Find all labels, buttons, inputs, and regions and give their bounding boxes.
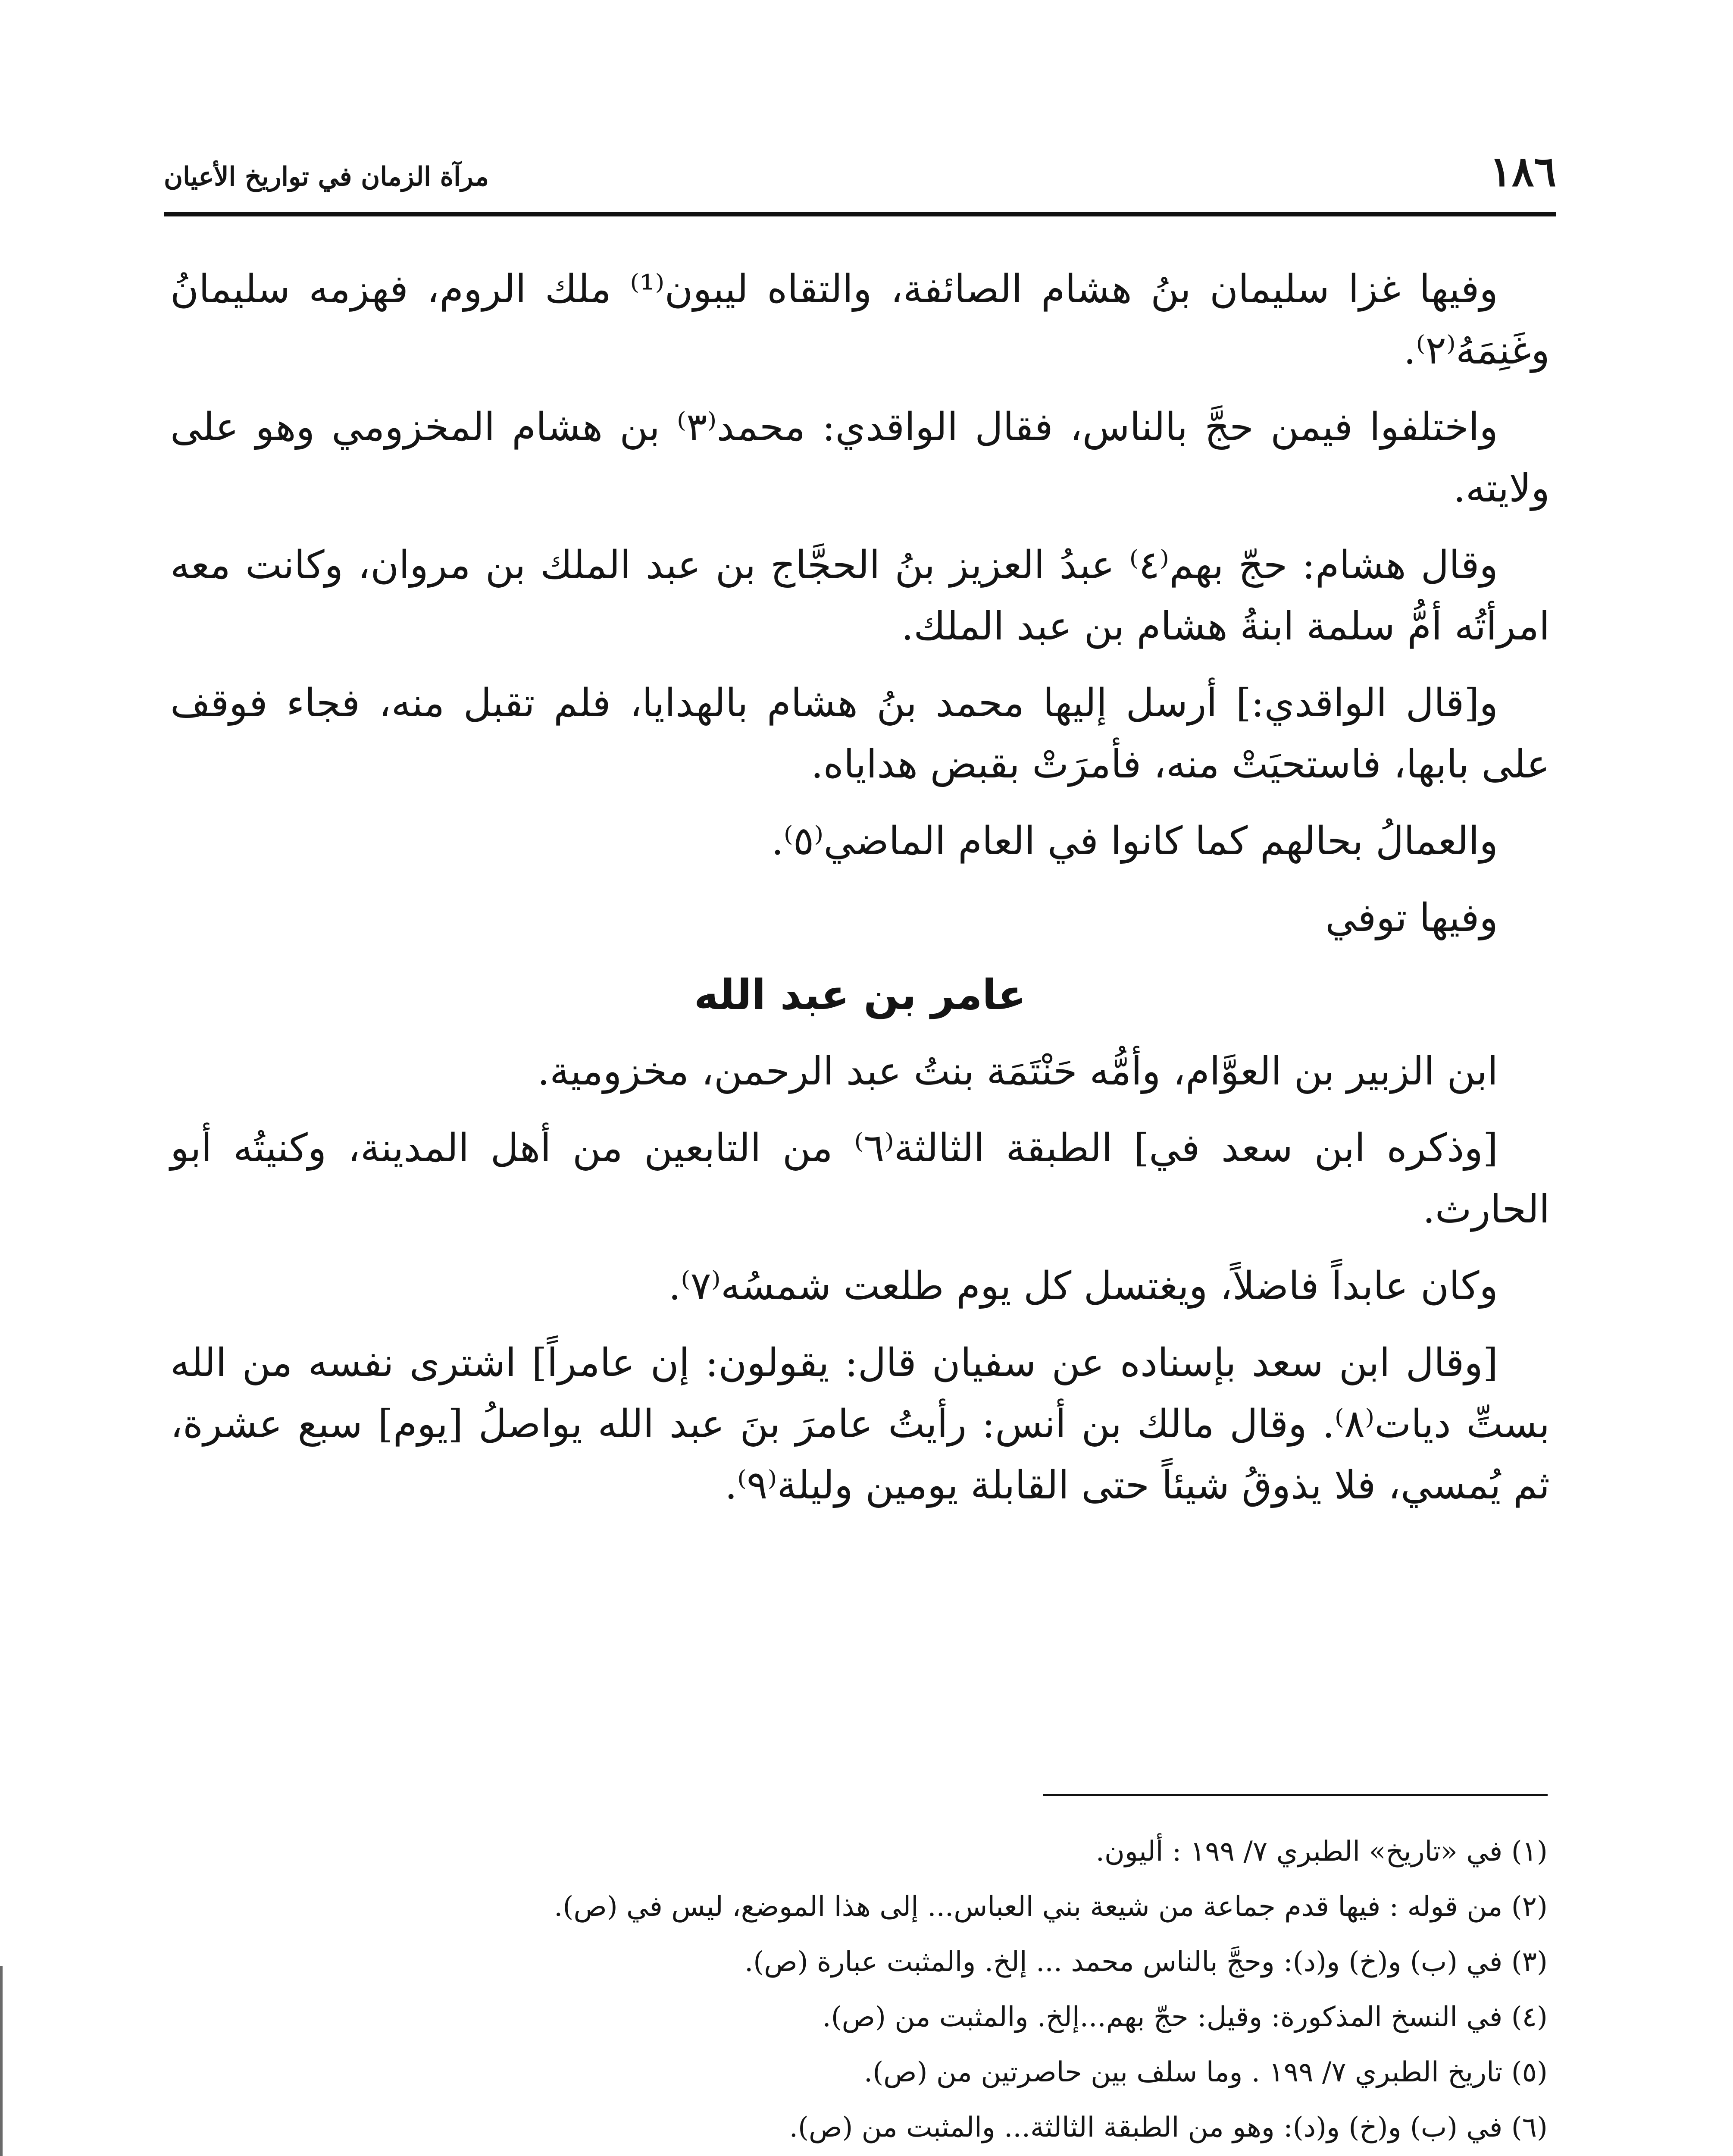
main-text xyxy=(170,259,1550,1528)
paragraph: [وذكره ابن سعد في] الطبقة الثالثة⁽٦⁾ من التابعين من أهل المدينة، وكنيتُه أبو الحارث. xyxy=(170,1125,1550,1232)
footnote: (٤) في النسخ المذكورة: وقيل: حجّ بهم...إلخ. والمثبت من (ص). xyxy=(822,2001,1548,2033)
paragraph: [وقال ابن سعد بإسناده عن سفيان قال: يقولون: إن عامراً] اشترى نفسه من الله بستِّ ديات⁽٨⁾. وقال مالك بن أنس: رأيتُ عامرَ بنَ عبد الله يواصلُ [يوم] سبع عشرة، ثم يُمسي، فلا يذوقُ شيئاً حتى القابلة يومين وليلة⁽٩⁾. xyxy=(170,1340,1550,1508)
footnote-rule xyxy=(1043,1794,1548,1796)
section-heading: عامر بن عبد الله xyxy=(694,971,1026,1019)
page-header xyxy=(164,147,1556,211)
paragraph: و[قال الواقدي:] أرسل إليها محمد بنُ هشام بالهدايا، فلم تقبل منه، فجاء فوقف على بابها، فاستحيَتْ منه، فأمرَتْ بقبض هداياه. xyxy=(170,680,1550,787)
footnotes xyxy=(170,1824,1548,2156)
header-rule xyxy=(164,212,1556,216)
footnote: (٣) في (ب) و(خ) و(د): وحجَّ بالناس محمد ... إلخ. والمثبت عبارة (ص). xyxy=(744,1946,1548,1978)
running-title: مرآة الزمان في تواريخ الأعيان xyxy=(164,162,489,192)
paragraph: وقال هشام: حجّ بهم⁽٤⁾ عبدُ العزيز بنُ الحجَّاج بن عبد الملك بن مروان، وكانت معه امرأتُه أمُّ سلمة ابنةُ هشام بن عبد الملك. xyxy=(170,542,1550,649)
footnote: (٦) في (ب) و(خ) و(د): وهو من الطبقة الثالثة... والمثبت من (ص). xyxy=(789,2112,1548,2143)
paragraph: وفيها توفي xyxy=(1325,895,1498,940)
paragraph: واختلفوا فيمن حجَّ بالناس، فقال الواقدي: محمد⁽٣⁾ بن هشام المخزومي وهو على ولايته. xyxy=(170,404,1550,511)
paragraph: والعمالُ بحالهم كما كانوا في العام الماضي⁽٥⁾. xyxy=(771,818,1498,864)
scan-edge-mark xyxy=(0,1966,3,2156)
footnote: (٥) تاريخ الطبري ٧/ ١٩٩ . وما سلف بين حاصرتين من (ص). xyxy=(863,2056,1548,2088)
paragraph: ابن الزبير بن العوَّام، وأمُّه حَنْتَمَة بنتُ عبد الرحمن، مخزومية. xyxy=(537,1049,1498,1094)
page-number: ١٨٦ xyxy=(1489,147,1556,196)
footnote: (٢) من قوله : فيها قدم جماعة من شيعة بني العباس... إلى هذا الموضع، ليس في (ص). xyxy=(554,1891,1548,1923)
footnote: (١) في «تاريخ» الطبري ٧/ ١٩٩ : أليون. xyxy=(1095,1836,1548,1868)
paragraph: وفيها غزا سليمان بنُ هشام الصائفة، والتقاه ليبون⁽¹⁾ ملك الروم، فهزمه سليمانُ وغَنِمَهُ⁽٢⁾. xyxy=(170,266,1550,373)
paragraph: وكان عابداً فاضلاً، ويغتسل كل يوم طلعت شمسُه⁽٧⁾. xyxy=(668,1263,1498,1309)
